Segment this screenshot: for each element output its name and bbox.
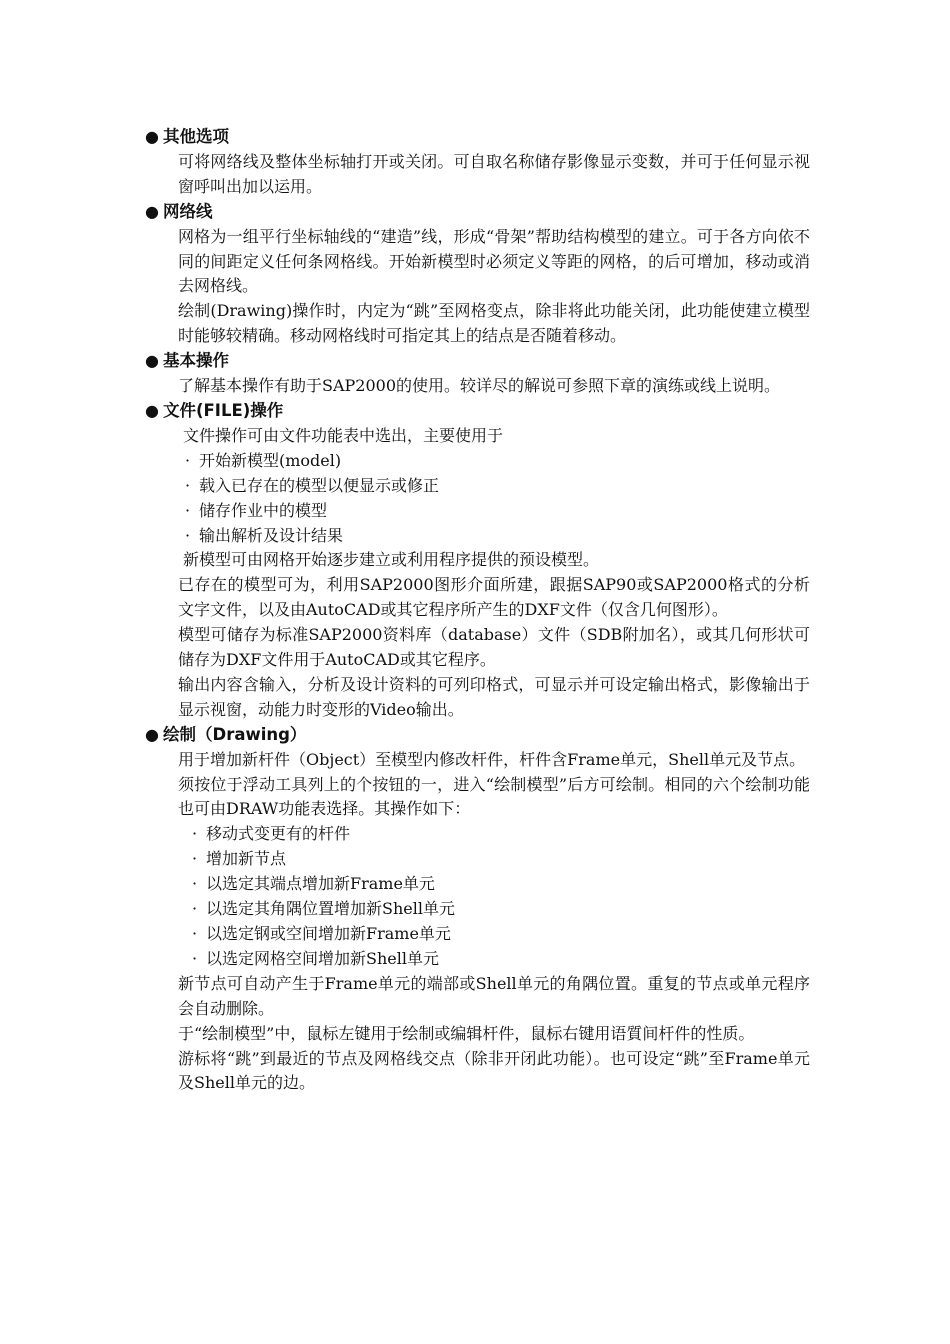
list-item-text: 移动式变更有的杆件 bbox=[206, 824, 351, 844]
paragraph: 用于增加新杆件（Object）至模型内修改杆件，杆件含Frame单元，Shell单元及节点。 bbox=[178, 749, 806, 769]
list-item-text: 储存作业中的模型 bbox=[199, 500, 328, 520]
heading-text: 绘制（Drawing） bbox=[163, 724, 307, 744]
heading-text: 其他选项 bbox=[163, 127, 229, 146]
list-item bbox=[192, 922, 810, 947]
section-heading bbox=[145, 349, 810, 374]
section-heading bbox=[145, 399, 810, 424]
list-item bbox=[185, 449, 810, 474]
dot-icon: · bbox=[192, 824, 198, 844]
section-basic-operations bbox=[145, 349, 810, 399]
list-item-text: 以选定钢或空间增加新Frame单元 bbox=[206, 924, 451, 943]
list-item-text: 开始新模型(model) bbox=[199, 450, 342, 470]
list-item bbox=[185, 499, 810, 524]
list-item-text: 载入已存在的模型以便显示或修正 bbox=[199, 475, 440, 495]
paragraph: 新节点可自动产生于Frame单元的端部或Shell单元的角隅位置。重复的节点或单元程序会自动删除。 bbox=[178, 973, 810, 1018]
list-item bbox=[192, 847, 810, 872]
list-item-text: 以选定其端点增加新Frame单元 bbox=[206, 874, 435, 894]
paragraph: 须按位于浮动工具列上的个按钮的一，进入“绘制模型”后方可绘制。相同的六个绘制功能也可由DRAW功能表选择。其操作如下： bbox=[178, 774, 810, 819]
paragraph: 游标将“跳”到最近的节点及网格线交点（除非开闭此功能）。也可设定“跳”至Frame单元及Shell单元的边。 bbox=[178, 1048, 810, 1093]
section-other-options bbox=[145, 125, 810, 200]
dot-icon: · bbox=[185, 525, 191, 545]
paragraph: 网格为一组平行坐标轴线的“建造”线，形成“骨架”帮助结构模型的建立。可于各方向依不同的间距定义任何条网格线。开始新模型时必须定义等距的网格，的后可增加，移动或消去网格线。 bbox=[178, 226, 810, 296]
dot-icon: · bbox=[192, 874, 198, 894]
paragraph-intro: 文件操作可由文件功能表中选出，主要使用于 bbox=[183, 425, 504, 445]
paragraph: 模型可储存为标准SAP2000资料库（database）文件（SDB附加名），或其几何形状可储存为DXF文件用于AutoCAD或其它程序。 bbox=[178, 625, 810, 670]
paragraph-note: 新模型可由网格开始逐步建立或利用程序提供的预设模型。 bbox=[183, 550, 600, 570]
dot-icon: · bbox=[192, 924, 198, 943]
file-operation-list bbox=[145, 449, 810, 549]
heading-text: 网络线 bbox=[163, 201, 213, 221]
bullet-icon: ● bbox=[145, 351, 159, 371]
list-item bbox=[192, 897, 810, 922]
dot-icon: · bbox=[192, 948, 198, 968]
paragraph: 输出内容含输入，分析及设计资料的可列印格式，可显示并可设定输出格式，影像输出于显示视窗，动能力时变形的Video输出。 bbox=[178, 674, 810, 719]
list-item-text: 以选定网格空间增加新Shell单元 bbox=[206, 948, 439, 968]
paragraph: 已存在的模型可为，利用SAP2000图形介面所建，跟据SAP90或SAP2000格式的分析文字文件，以及由AutoCAD或其它程序所产生的DXF文件（仅含几何图形）。 bbox=[178, 575, 810, 620]
section-heading bbox=[145, 125, 810, 150]
list-item bbox=[185, 474, 810, 499]
dot-icon: · bbox=[185, 500, 191, 520]
bullet-icon: ● bbox=[145, 400, 159, 420]
section-heading bbox=[145, 200, 810, 225]
list-item-text: 输出解析及设计结果 bbox=[199, 525, 344, 545]
paragraph: 于“绘制模型”中，鼠标左键用于绘制或编辑杆件，鼠标右键用语質间杆件的性质。 bbox=[178, 1023, 755, 1043]
section-heading bbox=[145, 723, 810, 748]
paragraph: 了解基本操作有助于SAP2000的使用。较详尽的解说可参照下章的演练或线上说明。 bbox=[178, 376, 781, 396]
list-item bbox=[192, 872, 810, 897]
section-grid-lines bbox=[145, 200, 810, 349]
paragraph: 可将网络线及整体坐标轴打开或关闭。可自取名称储存影像显示变数，并可于任何显示视窗呼叫出加以运用。 bbox=[178, 151, 810, 196]
list-item-text: 以选定其角隅位置增加新Shell单元 bbox=[206, 899, 455, 919]
section-drawing bbox=[145, 723, 810, 1097]
drawing-function-list bbox=[145, 822, 810, 971]
section-file-operations bbox=[145, 399, 810, 723]
bullet-icon: ● bbox=[145, 201, 159, 221]
document-page bbox=[145, 125, 810, 1096]
list-item bbox=[192, 947, 810, 972]
dot-icon: · bbox=[185, 450, 191, 470]
list-item-text: 增加新节点 bbox=[206, 849, 287, 869]
dot-icon: · bbox=[185, 475, 191, 495]
dot-icon: · bbox=[192, 899, 198, 919]
bullet-icon: ● bbox=[145, 127, 159, 146]
list-item bbox=[185, 524, 810, 549]
paragraph: 绘制(Drawing)操作时，内定为“跳”至网格变点，除非将此功能关闭，此功能使建立模型时能够较精确。移动网格线时可指定其上的结点是否随着移动。 bbox=[178, 301, 810, 346]
bullet-icon: ● bbox=[145, 724, 159, 744]
heading-text: 基本操作 bbox=[163, 351, 229, 371]
dot-icon: · bbox=[192, 849, 198, 869]
list-item bbox=[192, 822, 810, 847]
heading-text: 文件(FILE)操作 bbox=[163, 400, 284, 420]
